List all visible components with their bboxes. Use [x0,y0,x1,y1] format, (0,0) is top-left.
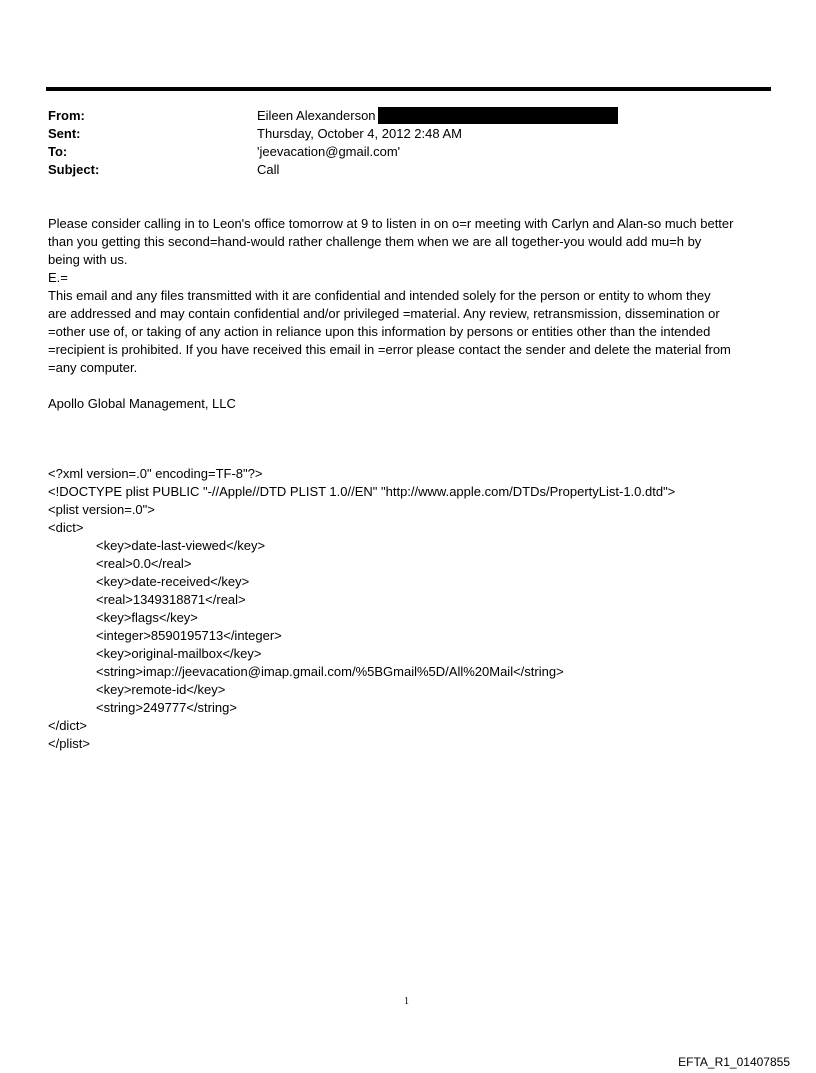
xml-line: <!DOCTYPE plist PUBLIC "-//Apple//DTD PLIST 1.0//EN" "http://www.apple.com/DTDs/PropertyList-1.0.dtd"> [48,484,676,499]
disclaimer-line: =other use of, or taking of any action in reliance upon this information by persons or entities other than the intended [48,324,711,339]
page-number: 1 [404,996,409,1007]
body-line: E.= [48,270,68,285]
to-label: To: [48,144,68,159]
body-line: than you getting this second=hand-would rather challenge them when we are all together-you would add mu=h by [48,234,702,249]
xml-line: <key>date-last-viewed</key> [96,538,266,553]
xml-line: <string>imap://jeevacation@imap.gmail.com/%5BGmail%5D/All%20Mail</string> [96,664,564,679]
plist-xml [48,465,675,753]
xml-line: </plist> [48,736,90,751]
sent-value: Thursday, October 4, 2012 2:48 AM [257,126,462,141]
email-body [48,215,773,413]
xml-line: <plist version=.0"> [48,502,155,517]
from-value [257,107,618,125]
header-rule [46,87,771,91]
disclaimer-line: =any computer. [48,360,138,375]
xml-line: <?xml version=.0" encoding=TF-8"?> [48,466,263,481]
xml-line: <real>1349318871</real> [96,592,246,607]
xml-line: </dict> [48,718,88,733]
xml-line: <key>flags</key> [96,610,198,625]
disclaimer-line: are addressed and may contain confidential and/or privileged =material. Any review, retransmission, dissemination or [48,306,720,321]
document-id: EFTA_R1_01407855 [678,1055,790,1069]
from-name: Eileen Alexanderson [257,108,376,123]
xml-line: <integer>8590195713</integer> [96,628,282,643]
subject-value: Call [257,162,280,177]
xml-line: <key>original-mailbox</key> [96,646,262,661]
sent-label: Sent: [48,126,81,141]
xml-line: <string>249777</string> [96,700,237,715]
from-label: From: [48,108,85,123]
redaction-box [378,107,618,124]
body-line: Please consider calling in to Leon's office tomorrow at 9 to listen in on o=r meeting with Carlyn and Alan-so much better [48,216,734,231]
xml-line: <key>date-received</key> [96,574,250,589]
to-value: 'jeevacation@gmail.com' [257,144,401,159]
disclaimer-line: =recipient is prohibited. If you have received this email in =error please contact the sender and delete the material from [48,342,731,357]
subject-label: Subject: [48,162,100,177]
xml-line: <key>remote-id</key> [96,682,226,697]
disclaimer-line: This email and any files transmitted with it are confidential and intended solely for the person or entity to whom they [48,288,711,303]
xml-line: <dict> [48,520,84,535]
body-line: being with us. [48,252,128,267]
company-name: Apollo Global Management, LLC [48,396,236,411]
xml-line: <real>0.0</real> [96,556,192,571]
